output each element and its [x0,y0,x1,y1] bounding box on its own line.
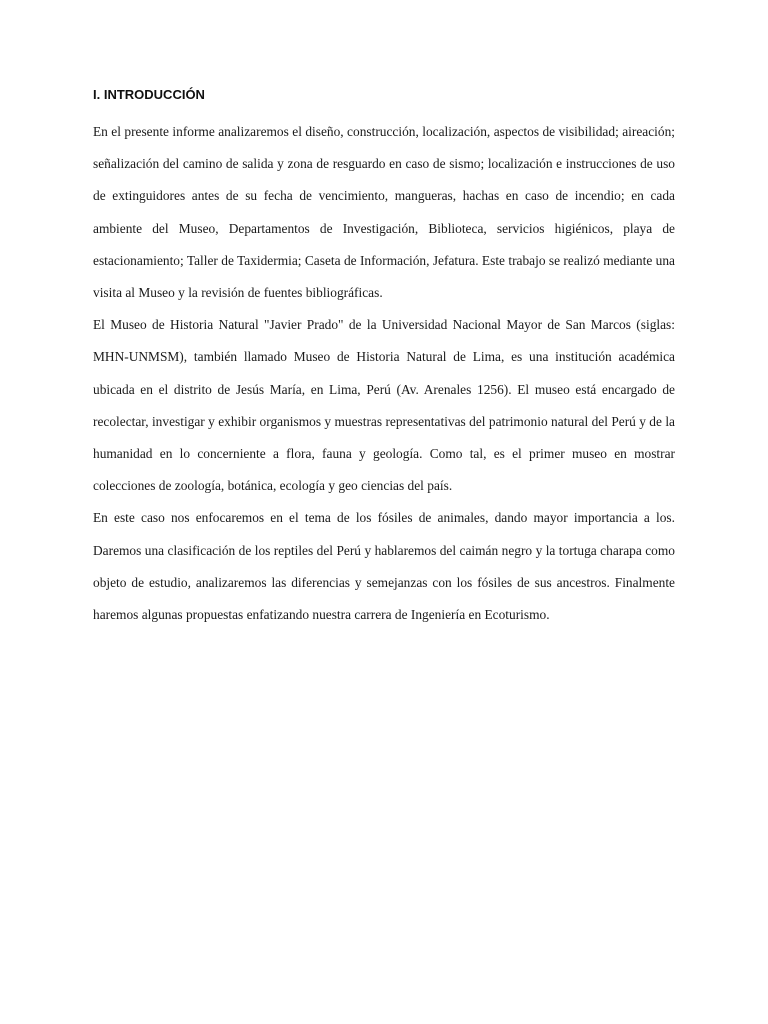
paragraph-focus: En este caso nos enfocaremos en el tema de los fósiles de animales, dando mayor importancia a los. Daremos una clasificación de los reptiles del Perú y hablaremos del caimán negro y la tortuga charapa como objeto de estudio, analizaremos las diferencias y semejanzas con los fósiles de sus ancestros. Finalmente haremos algunas propuestas enfatizando nuestra carrera de Ingeniería en Ecoturismo. [93,510,675,623]
document-body [93,84,675,631]
paragraph-museum: El Museo de Historia Natural "Javier Prado" de la Universidad Nacional Mayor de San Marcos (siglas: MHN-UNMSM), también llamado Museo de Historia Natural de Lima, es una institución académica ubicada en el distrito de Jesús María, en Lima, Perú (Av. Arenales 1256). El museo está encargado de recolectar, investigar y exhibir organismos y muestras representativas del patrimonio natural del Perú y de la humanidad en lo concerniente a flora, fauna y geología. Como tal, es el primer museo en mostrar colecciones de zoología, botánica, ecología y geo ciencias del país. [93,317,675,494]
paragraph-intro: En el presente informe analizaremos el diseño, construcción, localización, aspectos de visibilidad; aireación; señalización del camino de salida y zona de resguardo en caso de sismo; localización e instrucciones de uso de extinguidores antes de su fecha de vencimiento, mangueras, hachas en caso de incendio; en cada ambiente del Museo, Departamentos de Investigación, Biblioteca, servicios higiénicos, playa de estacionamiento; Taller de Taxidermia; Caseta de Información, Jefatura. Este trabajo se realizó mediante una visita al Museo y la revisión de fuentes bibliográficas. [93,124,675,301]
section-heading: I. INTRODUCCIÓN [93,87,205,102]
